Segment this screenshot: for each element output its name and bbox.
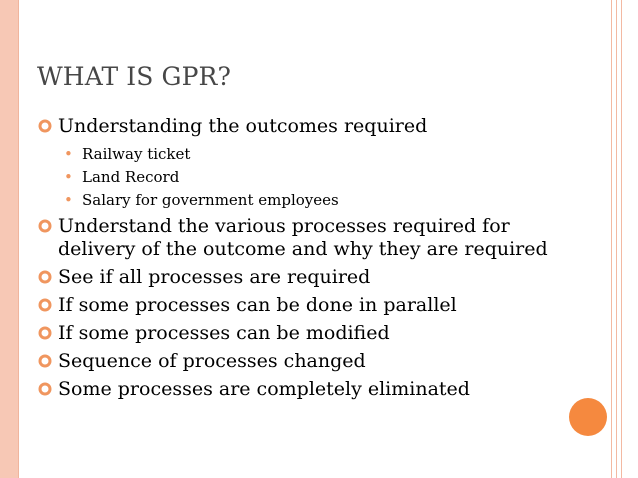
right-decorative-line (616, 0, 617, 478)
left-decorative-bar (0, 0, 19, 478)
bullet-point (38, 266, 578, 289)
sub-bullet-text: Salary for government employees (82, 191, 339, 209)
hollow-ring-bullet-icon (38, 219, 52, 233)
bullet-point (38, 350, 578, 373)
hollow-ring-bullet-icon (38, 119, 52, 133)
bullet-text: Sequence of processes changed (58, 350, 366, 372)
bullet-point (38, 115, 578, 138)
bullet-text: See if all processes are required (58, 266, 371, 288)
sub-bullet-text: Railway ticket (82, 145, 191, 163)
sub-bullet-item (64, 143, 578, 166)
right-decorative-line (621, 0, 622, 478)
hollow-ring-bullet-icon (38, 382, 52, 396)
bullet-text: If some processes can be modified (58, 322, 390, 344)
sub-bullet-item (64, 166, 578, 189)
bullet-text: Understand the various processes required for delivery of the outcome and why they are required (58, 215, 548, 260)
orange-circle-decoration (569, 398, 607, 436)
bullet-point (38, 322, 578, 345)
dot-bullet-icon: • (64, 145, 73, 163)
sub-bullet-text: Land Record (82, 168, 180, 186)
bullet-text: Understanding the outcomes required (58, 115, 428, 137)
hollow-ring-bullet-icon (38, 326, 52, 340)
slide-body (38, 115, 578, 406)
bullet-point (38, 215, 578, 261)
bullet-point (38, 378, 578, 401)
slide-title: WHAT IS GPR? (37, 62, 231, 91)
bullet-point (38, 294, 578, 317)
sub-bullet-list (38, 143, 578, 212)
bullet-text: If some processes can be done in parallel (58, 294, 457, 316)
sub-bullet-item (64, 189, 578, 212)
hollow-ring-bullet-icon (38, 270, 52, 284)
hollow-ring-bullet-icon (38, 298, 52, 312)
hollow-ring-bullet-icon (38, 354, 52, 368)
dot-bullet-icon: • (64, 168, 73, 186)
right-decorative-line (611, 0, 612, 478)
bullet-text: Some processes are completely eliminated (58, 378, 470, 400)
dot-bullet-icon: • (64, 191, 73, 209)
